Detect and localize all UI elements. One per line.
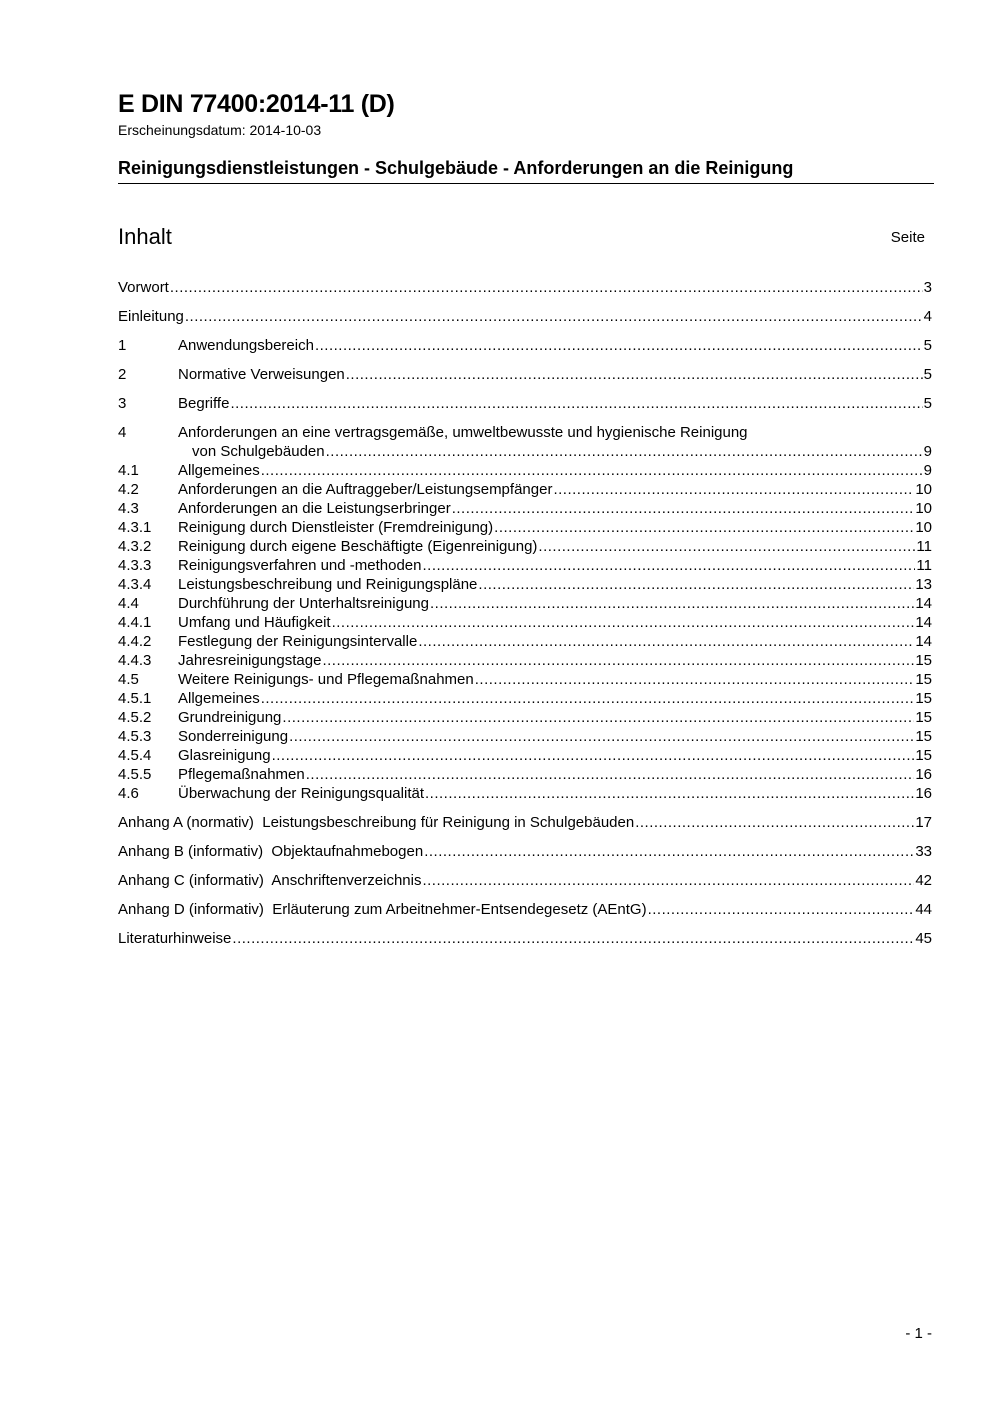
toc-entry-page: 4 — [923, 308, 932, 325]
toc-entry-section-4-2[interactable] — [118, 480, 932, 499]
toc-entry-text: Reinigung durch Dienstleister (Fremdreinigung) — [178, 519, 494, 536]
toc-leader — [553, 480, 914, 499]
toc-entry-page: 16 — [915, 766, 932, 783]
toc-entry-vorwort[interactable] — [118, 278, 932, 297]
toc-leader — [635, 813, 914, 832]
toc-entry-section-4-5-3[interactable] — [118, 727, 932, 746]
toc-entry-section-4-4-2[interactable] — [118, 632, 932, 651]
toc-entry-page: 11 — [916, 538, 932, 555]
toc-entry-text: Weitere Reinigungs- und Pflegemaßnahmen — [178, 671, 474, 688]
toc-entry-section-4-5[interactable] — [118, 670, 932, 689]
toc-entry-section-4-3-4[interactable] — [118, 575, 932, 594]
toc-entry-section-4-3-3[interactable] — [118, 556, 932, 575]
toc-entry-number: 1 — [118, 337, 127, 354]
toc-entry-section-4-6[interactable] — [118, 784, 932, 803]
toc-leader — [430, 594, 914, 613]
toc-entry-text: Pflegemaßnahmen — [178, 766, 305, 783]
toc-entry-page: 15 — [915, 747, 932, 764]
toc-leader — [282, 708, 914, 727]
toc-leader — [185, 307, 923, 326]
toc-leader — [232, 929, 914, 948]
toc-entry-page: 3 — [923, 279, 932, 296]
toc-entry-annex-a[interactable] — [118, 813, 932, 832]
toc-entry-number: 4.3.1 — [118, 519, 152, 536]
toc-entry-number: 4 — [118, 424, 127, 441]
toc-leader — [261, 461, 923, 480]
toc-entry-text: Anhang D (informativ) Erläuterung zum Arbeitnehmer-Entsendegesetz (AEntG) — [118, 901, 647, 918]
toc-entry-page: 15 — [915, 652, 932, 669]
toc-entry-section-4-5-4[interactable] — [118, 746, 932, 765]
toc-entry-text: Durchführung der Unterhaltsreinigung — [178, 595, 429, 612]
toc-heading: Inhalt — [118, 224, 172, 249]
title-divider — [118, 183, 934, 184]
toc-leader — [425, 784, 914, 803]
toc-entry-page: 15 — [915, 690, 932, 707]
toc-entry-text: Anforderungen an die Leistungserbringer — [178, 500, 451, 517]
toc-entry-number: 4.4.1 — [118, 614, 152, 631]
toc-entry-page: 42 — [915, 872, 932, 889]
toc-entry-text: Allgemeines — [178, 462, 260, 479]
toc-entry-number: 4.4.2 — [118, 633, 152, 650]
toc-leader — [230, 394, 922, 413]
toc-entry-page: 14 — [915, 595, 932, 612]
toc-entry-text: Jahresreinigungstage — [178, 652, 322, 669]
toc-entry-text-continued: von Schulgebäuden — [192, 443, 325, 460]
toc-page-column-label: Seite — [890, 229, 925, 246]
toc-entry-page: 10 — [915, 500, 932, 517]
toc-entry-number: 4.4 — [118, 595, 139, 612]
toc-entry-text: Umfang und Häufigkeit — [178, 614, 331, 631]
toc-entry-text: Anforderungen an eine vertragsgemäße, umweltbewusste und hygienische Reinigung — [178, 424, 748, 441]
toc-leader — [289, 727, 914, 746]
toc-entry-text: Anwendungsbereich — [178, 337, 314, 354]
toc-entry-text: Festlegung der Reinigungsintervalle — [178, 633, 418, 650]
toc-entry-annex-d[interactable] — [118, 900, 932, 919]
toc-leader — [418, 632, 914, 651]
toc-entry-page: 44 — [915, 901, 932, 918]
toc-entry-page: 45 — [915, 930, 932, 947]
toc-entry-text: Anhang C (informativ) Anschriftenverzeichnis — [118, 872, 422, 889]
toc-entry-section-4[interactable] — [118, 423, 932, 461]
toc-entry-page: 15 — [915, 728, 932, 745]
toc-entry-number: 4.5.1 — [118, 690, 152, 707]
toc-leader — [452, 499, 915, 518]
toc-entry-page: 10 — [915, 481, 932, 498]
toc-entry-annex-b[interactable] — [118, 842, 932, 861]
toc-leader — [315, 336, 923, 355]
toc-entry-text: Sonderreinigung — [178, 728, 289, 745]
toc-entry-number: 2 — [118, 366, 127, 383]
toc-entry-text: Grundreinigung — [178, 709, 282, 726]
toc-entry-page: 5 — [923, 366, 932, 383]
toc-entry-section-2[interactable] — [118, 365, 932, 384]
toc-entry-text: Reinigung durch eigene Beschäftigte (Eigenreinigung) — [178, 538, 538, 555]
toc-entry-page: 5 — [923, 337, 932, 354]
toc-entry-bibliography[interactable] — [118, 929, 932, 948]
toc-entry-page: 9 — [923, 462, 932, 479]
toc-leader — [422, 871, 914, 890]
toc-entry-text: Überwachung der Reinigungsqualität — [178, 785, 424, 802]
toc-entry-text: Reinigungsverfahren und -methoden — [178, 557, 422, 574]
toc-entry-number: 4.5.3 — [118, 728, 152, 745]
toc-entry-number: 4.3.2 — [118, 538, 152, 555]
toc-entry-text: Anhang B (informativ) Objektaufnahmebogen — [118, 843, 424, 860]
toc-entry-number: 4.1 — [118, 462, 139, 479]
toc-entry-text: Einleitung — [118, 308, 184, 325]
toc-entry-section-4-3[interactable] — [118, 499, 932, 518]
toc-entry-page: 10 — [915, 519, 932, 536]
toc-entry-text: Glasreinigung — [178, 747, 271, 764]
toc-entry-section-3[interactable] — [118, 394, 932, 413]
toc-entry-text: Normative Verweisungen — [178, 366, 345, 383]
toc-entry-number: 4.3.4 — [118, 576, 152, 593]
toc-entry-number: 4.3.3 — [118, 557, 152, 574]
toc-entry-section-4-1[interactable] — [118, 461, 932, 480]
toc-entry-page: 14 — [915, 633, 932, 650]
toc-entry-number: 4.4.3 — [118, 652, 152, 669]
toc-entry-section-4-4-3[interactable] — [118, 651, 932, 670]
toc-leader — [648, 900, 915, 919]
toc-entry-number: 4.3 — [118, 500, 139, 517]
toc-entry-number: 4.5.2 — [118, 709, 152, 726]
toc-entry-section-4-4[interactable] — [118, 594, 932, 613]
toc-entry-number: 4.2 — [118, 481, 139, 498]
toc-entry-section-1[interactable] — [118, 336, 932, 355]
toc-entry-einleitung[interactable] — [118, 307, 932, 326]
toc-entry-text: Anhang A (normativ) Leistungsbeschreibung für Reinigung in Schulgebäuden — [118, 814, 635, 831]
toc-leader — [423, 556, 916, 575]
toc-entry-section-4-3-1[interactable] — [118, 518, 932, 537]
toc-entry-section-4-5-1[interactable] — [118, 689, 932, 708]
toc-entry-number: 4.5 — [118, 671, 139, 688]
toc-leader — [322, 651, 914, 670]
toc-entry-page: 9 — [923, 443, 932, 460]
toc-entry-text: Literaturhinweise — [118, 930, 232, 947]
toc-entry-page: 33 — [915, 843, 932, 860]
toc-leader — [272, 746, 915, 765]
toc-leader — [326, 442, 923, 461]
toc-entry-section-4-5-5[interactable] — [118, 765, 932, 784]
toc-leader — [306, 765, 915, 784]
toc-entry-page: 17 — [915, 814, 932, 831]
toc-entry-page: 11 — [916, 557, 932, 574]
toc-entry-text: Leistungsbeschreibung und Reinigungspläne — [178, 576, 478, 593]
toc-leader — [170, 278, 923, 297]
toc-entry-number: 4.5.4 — [118, 747, 152, 764]
page-number: - 1 - — [905, 1325, 932, 1342]
toc-entry-number: 4.5.5 — [118, 766, 152, 783]
toc-leader — [478, 575, 914, 594]
toc-entry-page: 5 — [923, 395, 932, 412]
toc-entry-text: Allgemeines — [178, 690, 260, 707]
document-title: Reinigungsdienstleistungen - Schulgebäude - Anforderungen an die Reinigung — [118, 158, 794, 178]
toc-leader — [261, 689, 915, 708]
toc-entry-number: 3 — [118, 395, 127, 412]
toc-entry-page: 14 — [915, 614, 932, 631]
toc-entry-annex-c[interactable] — [118, 871, 932, 890]
toc-entry-section-4-4-1[interactable] — [118, 613, 932, 632]
toc-leader — [424, 842, 914, 861]
toc-entry-text: Vorwort — [118, 279, 169, 296]
toc-entry-page: 15 — [915, 671, 932, 688]
toc-entry-section-4-3-2[interactable] — [118, 537, 932, 556]
toc-leader — [475, 670, 915, 689]
publication-date: Erscheinungsdatum: 2014-10-03 — [118, 122, 322, 138]
toc-entry-number: 4.6 — [118, 785, 139, 802]
toc-entry-text: Anforderungen an die Auftraggeber/Leistungsempfänger — [178, 481, 553, 498]
table-of-contents — [118, 278, 932, 948]
toc-entry-page: 13 — [915, 576, 932, 593]
document-id: E DIN 77400:2014-11 (D) — [118, 90, 395, 118]
toc-entry-page: 16 — [915, 785, 932, 802]
toc-leader — [346, 365, 923, 384]
toc-entry-section-4-5-2[interactable] — [118, 708, 932, 727]
toc-leader — [332, 613, 915, 632]
toc-entry-page: 15 — [915, 709, 932, 726]
toc-leader — [538, 537, 915, 556]
toc-entry-text: Begriffe — [178, 395, 230, 412]
toc-leader — [494, 518, 914, 537]
